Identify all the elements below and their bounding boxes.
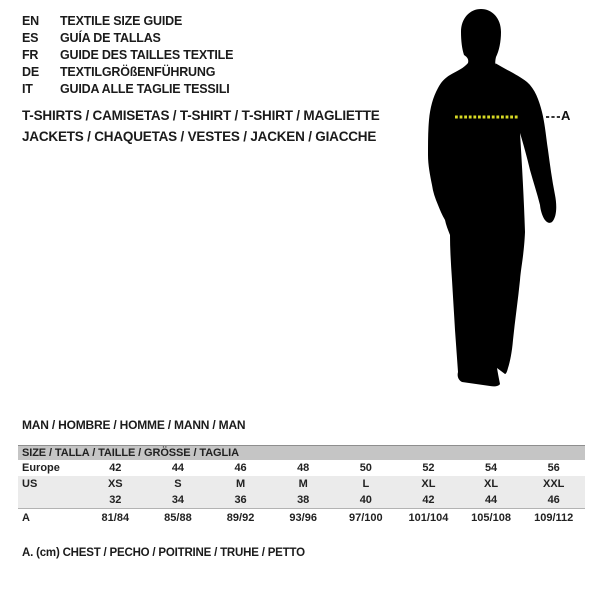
cell: 44 (484, 494, 498, 506)
size-table-header-row (18, 446, 585, 461)
measure-a-label: A (561, 108, 571, 123)
man-silhouette-path (428, 9, 556, 386)
cell: 42 (109, 462, 122, 474)
cell: 93/96 (289, 512, 317, 524)
cell: 42 (422, 494, 435, 506)
cell: 85/88 (164, 512, 192, 524)
measure-footnote: A. (cm) CHEST / PECHO / POITRINE / TRUHE / PETTO (22, 547, 305, 559)
language-row-de (22, 64, 233, 81)
table-row-europe (18, 460, 585, 476)
cell: 109/112 (534, 512, 574, 524)
row-label (18, 492, 84, 509)
cell: 56 (547, 462, 560, 474)
cell: 97/100 (348, 512, 383, 524)
row-label: Europe (22, 462, 60, 474)
cell: S (174, 478, 182, 490)
cell: M (298, 478, 308, 490)
cell: 32 (109, 494, 122, 506)
cell: 105/108 (471, 512, 511, 524)
cell: 40 (359, 494, 372, 506)
cell: M (235, 478, 246, 490)
cell: 50 (359, 462, 372, 474)
category-line-jackets: JACKETS / CHAQUETAS / VESTES / JACKEN / GIACCHE (22, 129, 377, 144)
language-text: GUIDE DES TAILLES TEXTILE (60, 48, 234, 62)
language-text: TEXTILE SIZE GUIDE (60, 14, 183, 28)
category-line-tshirts: T-SHIRTS / CAMISETAS / T-SHIRT / T-SHIRT / MAGLIETTE (22, 108, 380, 123)
cell: 81/84 (101, 512, 130, 524)
language-code: FR (22, 48, 39, 62)
cell: XXL (542, 478, 565, 490)
language-code: EN (22, 14, 39, 28)
cell: 38 (297, 494, 310, 506)
cell: 89/92 (226, 512, 255, 524)
row-label: US (22, 478, 38, 490)
table-row-chest (18, 509, 585, 528)
cell: XL (484, 478, 499, 490)
language-row-it (22, 81, 233, 98)
language-row-fr (22, 47, 233, 64)
cell: 34 (171, 494, 185, 506)
cell: L (362, 478, 370, 490)
cell: 36 (234, 494, 247, 506)
size-table (18, 445, 585, 527)
cell: XL (421, 478, 436, 490)
cell: 54 (484, 462, 498, 474)
language-row-en (22, 13, 233, 30)
row-label: A (22, 512, 30, 524)
cell: 44 (171, 462, 185, 474)
size-figure (415, 5, 570, 395)
category-lines (22, 105, 380, 147)
cell: XS (107, 478, 123, 490)
language-header (22, 13, 233, 98)
table-row-us-numeric (18, 492, 585, 509)
language-code: ES (22, 31, 39, 45)
cell: 101/104 (408, 512, 449, 524)
language-text: TEXTILGRÖßENFÜHRUNG (60, 65, 216, 79)
table-row-us (18, 476, 585, 492)
language-text: GUIDA ALLE TAGLIE TESSILI (60, 82, 230, 96)
cell: 46 (547, 494, 560, 506)
cell: 52 (422, 462, 435, 474)
language-row-es (22, 30, 233, 47)
cell: 46 (234, 462, 247, 474)
language-code: DE (22, 65, 39, 79)
language-text: GUÍA DE TALLAS (60, 31, 161, 45)
man-section-title: MAN / HOMBRE / HOMME / MANN / MAN (22, 418, 246, 432)
cell: 48 (297, 462, 310, 474)
size-table-header-label: SIZE / TALLA / TAILLE / GRÖSSE / TAGLIA (22, 447, 239, 459)
man-silhouette (415, 5, 570, 395)
language-code: IT (22, 82, 33, 96)
